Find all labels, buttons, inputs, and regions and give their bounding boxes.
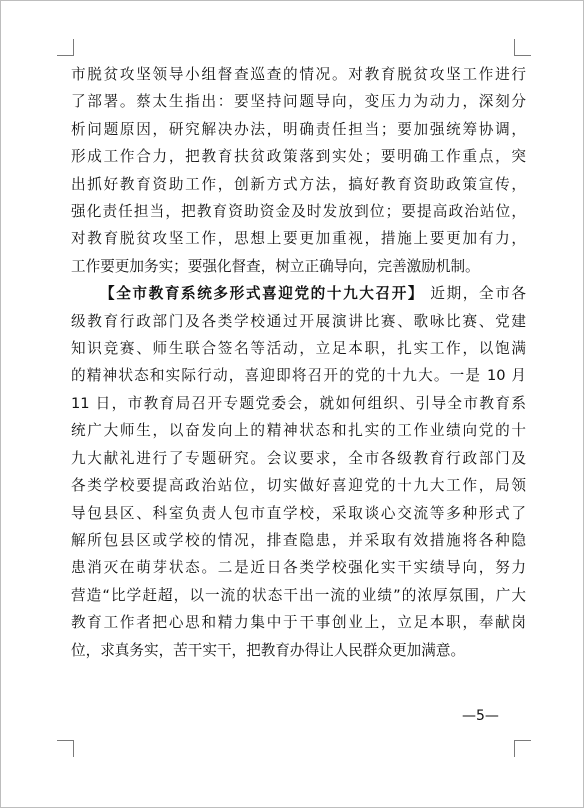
- text-line: 九大献礼进行了专题研究。会议要求，全市各级教育行政部门及: [71, 449, 526, 467]
- text-line: 市脱贫攻坚领导小组督查巡查的情况。对教育脱贫攻坚工作进行: [71, 66, 526, 83]
- text-line: 了部署。蔡太生指出：要坚持问题导向，变压力为动力，深刻分: [71, 93, 526, 111]
- paragraph-2: [71, 280, 526, 664]
- text-line: 的精神状态和实际行动，喜迎即将召开的党的十九大。一是 10 月: [71, 367, 526, 385]
- text-line: 析问题原因，研究解决办法，明确责任担当；要加强统筹协调，: [71, 120, 526, 138]
- paragraph-1: [71, 61, 526, 280]
- text-line: 各类学校要提高政治站位，切实做好喜迎党的十九大工作，局领: [71, 477, 526, 495]
- text-line: 工作要更加务实；要强化督查，树立正确导向，完善激励机制。: [71, 257, 480, 275]
- text-line: 形成工作合力，把教育扶贫政策落到实处；要明确工作重点，突: [71, 148, 526, 166]
- page-number: —5—: [462, 708, 499, 724]
- text-line: 患消灭在萌芽状态。二是近日各类学校强化实干实绩导向，努力: [71, 559, 526, 577]
- text-line: 级教育行政部门及各类学校通过开展演讲比赛、歌咏比赛、党建: [71, 312, 526, 330]
- paragraph-2-first-line: [71, 280, 526, 307]
- crop-mark-top-left: [57, 39, 74, 56]
- text-run: 近期，全市各: [430, 285, 526, 303]
- text-line: 解所包县区或学校的情况，排查隐患，并采取有效措施将各种隐: [71, 531, 526, 549]
- text-line: 知识竞赛、师生联合签名等活动，立足本职，扎实工作，以饱满: [71, 340, 526, 358]
- text-line: 统广大师生，以奋发向上的精神状态和扎实的工作业绩向党的十: [71, 422, 526, 440]
- text-line: 位，求真务实，苦干实干，把教育办得让人民群众更加满意。: [71, 641, 466, 659]
- crop-mark-top-right: [514, 39, 531, 56]
- section-heading: 【全市教育系统多形式喜迎党的十九大召开】: [100, 285, 425, 303]
- text-line: 营造“比学赶超，以一流的状态干出一流的业绩”的浓厚氛围，广大: [71, 586, 526, 604]
- text-line: 出抓好教育资助工作，创新方式方法，搞好教育资助政策宣传，: [71, 175, 526, 193]
- text-line: 教育工作者把心思和精力集中于干事创业上，立足本职，奉献岗: [71, 614, 526, 632]
- crop-mark-bottom-left: [57, 740, 74, 757]
- text-line: 强化责任担当，把教育资助资金及时发放到位；要提高政治站位，: [71, 203, 526, 221]
- crop-mark-bottom-right: [514, 740, 531, 757]
- document-body: [71, 61, 526, 664]
- text-line: 对教育脱贫攻坚工作，思想上要更加重视，措施上要更加有力，: [71, 230, 526, 248]
- text-line: 导包县区、科室负责人包市直学校，采取谈心交流等多种形式了: [71, 504, 526, 522]
- text-line: 11 日，市教育局召开专题党委会，就如何组织、引导全市教育系: [71, 394, 526, 412]
